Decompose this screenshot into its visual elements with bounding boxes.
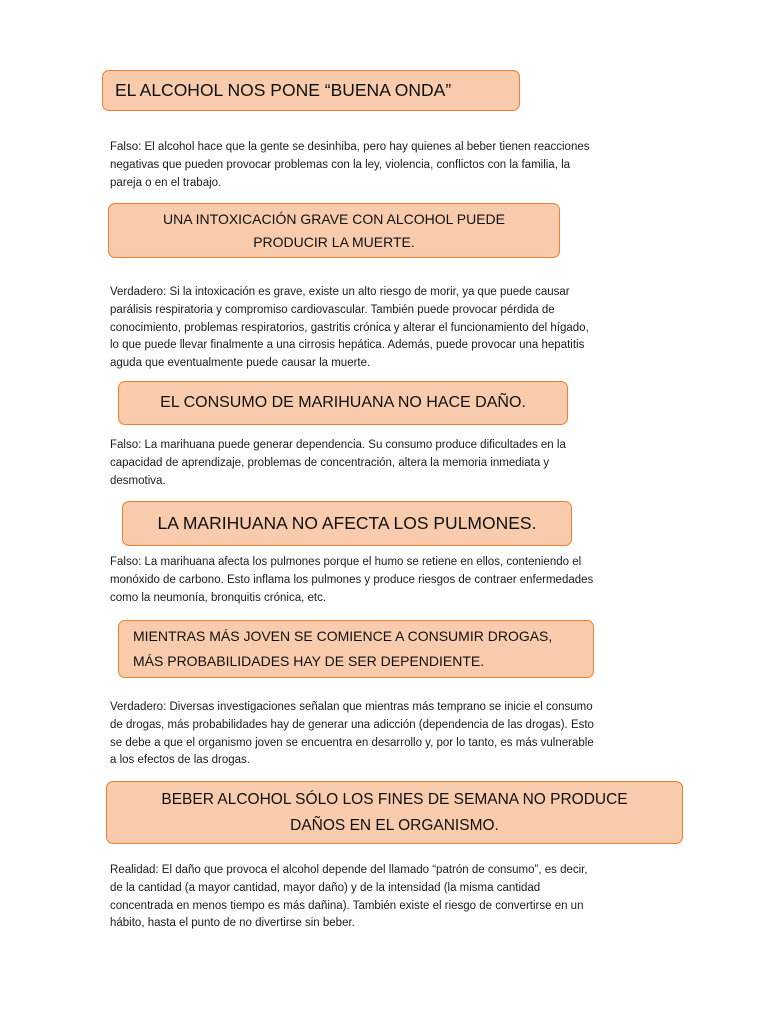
paragraph-line: aguda que eventualmente puede causar la muerte. [110, 357, 371, 370]
paragraph-line: capacidad de aprendizaje, problemas de concentración, altera la memoria inmediata y [110, 456, 550, 469]
myth-box-4 [122, 501, 572, 546]
paragraph-line: monóxido de carbono. Esto inflama los pulmones y produce riesgos de contraer enfermedades [110, 573, 594, 586]
paragraph-line: Verdadero: Diversas investigaciones señalan que mientras más temprano se inicie el consumo [110, 701, 593, 713]
explanation-paragraph-3 [110, 437, 566, 490]
explanation-paragraph-2 [110, 284, 589, 373]
paragraph-line: desmotiva. [110, 474, 166, 487]
myth-title-line: EL ALCOHOL NOS PONE “BUENA ONDA” [115, 80, 452, 100]
paragraph-line: Realidad: El daño que provoca el alcohol depende del llamado “patrón de consumo”, es decir, [110, 864, 588, 876]
paragraph-line: Falso: El alcohol hace que la gente se desinhiba, pero hay quienes al beber tienen reacciones [110, 141, 590, 153]
explanation-paragraph-5 [110, 699, 594, 770]
myth-box-6 [106, 781, 683, 844]
myth-box-3 [118, 381, 568, 425]
paragraph-line: como la neumonía, bronquitis crónica, etc. [110, 591, 327, 604]
paragraph-line: de la cantidad (a mayor cantidad, mayor daño) y de la intensidad (la misma cantidad [110, 881, 541, 894]
myth-box-5 [118, 620, 594, 678]
paragraph-line: Falso: La marihuana puede generar dependencia. Su consumo produce dificultades en la [110, 439, 566, 451]
paragraph-line: Verdadero: Si la intoxicación es grave, existe un alto riesgo de morir, ya que puede causar [110, 286, 570, 298]
paragraph-line: concentrada en menos tiempo es más dañina). También existe el riesgo de convertirse en un [110, 899, 584, 912]
paragraph-line: conocimiento, problemas respiratorios, gastritis crónica y alterar el funcionamiento del hígado, [110, 321, 589, 334]
myth-title-line: EL CONSUMO DE MARIHUANA NO HACE DAÑO. [160, 394, 526, 411]
myth-box-2 [108, 203, 560, 258]
myth-title-line: BEBER ALCOHOL SÓLO LOS FINES DE SEMANA NO PRODUCE [161, 790, 628, 808]
paragraph-line: se debe a que el organismo joven se encuentra en desarrollo y, por lo tanto, es más vulnerable [110, 736, 594, 749]
paragraph-line: lo que puede llevar finalmente a una cirrosis hepática. Además, puede provocar una hepatitis [110, 339, 585, 352]
myth-title-line: UNA INTOXICACIÓN GRAVE CON ALCOHOL PUEDE [162, 210, 506, 227]
myth-title-line: DAÑOS EN EL ORGANISMO. [290, 816, 499, 834]
paragraph-line: pareja o en el trabajo. [110, 176, 222, 189]
explanation-paragraph-4 [110, 554, 593, 607]
myth-title-line: MIENTRAS MÁS JOVEN SE COMIENCE A CONSUMIR DROGAS, [133, 628, 553, 644]
myth-box-1 [102, 70, 520, 111]
paragraph-line: parálisis respiratoria y compromiso cardiovascular. También puede provocar pérdida de [110, 303, 555, 316]
explanation-paragraph-1 [110, 139, 590, 192]
myth-title-line: PRODUCIR LA MUERTE. [253, 233, 415, 250]
paragraph-line: a los efectos de las drogas. [110, 754, 250, 767]
paragraph-line: Falso: La marihuana afecta los pulmones porque el humo se retiene en ellos, conteniendo el [110, 556, 582, 568]
myth-title-line: MÁS PROBABILIDADES HAY DE SER DEPENDIENTE. [133, 653, 485, 669]
paragraph-line: hábito, hasta el punto de no divertirse sin beber. [110, 917, 355, 930]
myth-title-line: LA MARIHUANA NO AFECTA LOS PULMONES. [157, 513, 537, 533]
paragraph-line: negativas que pueden provocar problemas con la ley, violencia, conflictos con la familia, la [110, 158, 571, 171]
explanation-paragraph-6 [110, 862, 588, 933]
paragraph-line: de drogas, más probabilidades hay de generar una adicción (dependencia de las drogas). Esto [110, 718, 594, 731]
